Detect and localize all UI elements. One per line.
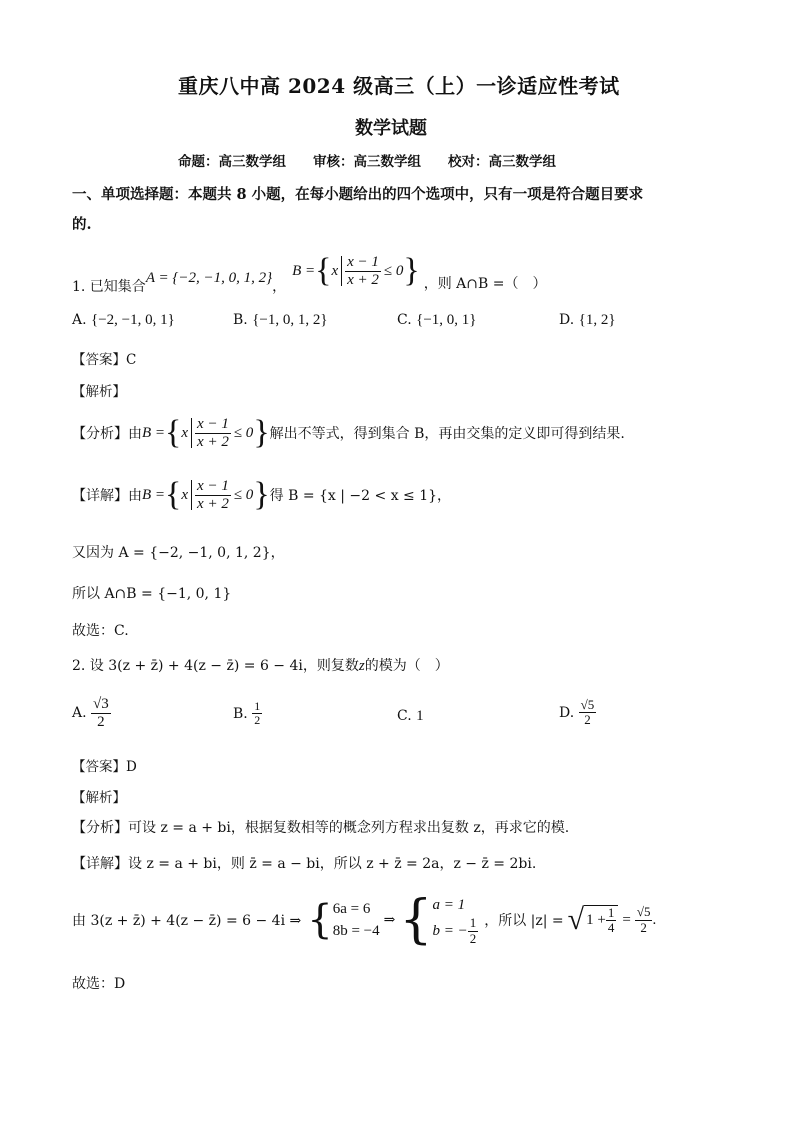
- q1-set-b-lhs: B =: [292, 262, 316, 279]
- q2-xiangjie: 【详解】设 z = a + bi，则 z̄ = a − bi，所以 z + z̄ = 2a，z − z̄ = 2bi.: [72, 856, 537, 872]
- q1-fenxi: 【分析】 由 B = { x $\frac{x - 1}{x + 2}$ ≤ 0 } 解出不等式，得到集合 B，再由交集的定义即可得到结果.: [72, 414, 625, 451]
- right-brace-icon: }: [403, 252, 420, 289]
- q2-analysis-label: 【解析】: [72, 790, 126, 806]
- q1-line-a: 又因为 A = {−2, −1, 0, 1, 2}，: [72, 545, 285, 561]
- system-brace-icon: {: [307, 897, 333, 943]
- sqrt-icon: √: [567, 903, 585, 936]
- q1-answer: 【答案】C: [72, 352, 137, 368]
- q1-comma: ，: [272, 279, 287, 295]
- q2-system-2: a = 1 b = − $\frac{1}{2}$: [432, 896, 477, 946]
- exam-title: 重庆八中高 2024 级高三（上）一诊适应性考试: [178, 74, 620, 98]
- q2-fenxi: 【分析】可设 z = a + bi，根据复数相等的概念列方程求出复数 z，再求它的模.: [72, 820, 570, 836]
- q1-option-d: D. {1, 2}: [559, 312, 616, 328]
- q1-line-b: 所以 A∩B = {−1, 0, 1}: [72, 586, 232, 602]
- q2-derivation: 由 3(z + z̄) + 4(z − z̄) = 6 − 4i ⇒ { 6a = 6 8b = −4 ⇒ { a = 1 b = − $\frac{1}{2}$ ，所以 |z| = √ 1 + $\frac{1}{4}$ = $\frac{√5}{2}$ .: [72, 890, 657, 950]
- system-brace-icon: {: [399, 890, 433, 950]
- bar-divider: [341, 256, 342, 286]
- q1-set-b: B = { x $\frac{x - 1}{x + 2}$ ≤ 0 }: [292, 252, 420, 289]
- q2-stem: 2. 设 3(z + z̄) + 4(z − z̄) = 6 − 4i，则复数z的模为（ ）: [72, 658, 449, 674]
- q1-option-a: A. {−2, −1, 0, 1}: [72, 312, 175, 328]
- q2-option-b: B. $\frac{1}{2}$: [233, 699, 261, 728]
- q1-xiangjie: 【详解】 由 B = { x $\frac{x - 1}{x + 2}$ ≤ 0 } 得 B = {x | −2 < x ≤ 1}，: [72, 476, 452, 513]
- section-heading: 一、单项选择题：本题共 8 小题，在每小题给出的四个选项中，只有一项是符合题目要求: [72, 186, 644, 203]
- exam-meta: 命题：高三数学组 审核：高三数学组 校对：高三数学组: [178, 154, 556, 170]
- exam-subtitle: 数学试题: [355, 118, 427, 139]
- q1-stem: [72, 246, 546, 296]
- q2-system-1: 6a = 6 8b = −4: [332, 900, 380, 939]
- q1-option-c: C. {−1, 0, 1}: [397, 312, 477, 328]
- q1-analysis-label: 【解析】: [72, 384, 126, 400]
- q1-option-b: B. {−1, 0, 1, 2}: [233, 312, 328, 328]
- left-brace-icon: {: [315, 252, 332, 289]
- section-heading-cont: 的.: [72, 216, 92, 233]
- q2-conclusion: 故选：D: [72, 976, 126, 992]
- q2-option-d: D. $\frac{√5}{2}$: [559, 697, 595, 728]
- q1-conclusion: 故选：C.: [72, 623, 129, 639]
- q1-set-a: A = {−2, −1, 0, 1, 2}: [145, 269, 273, 286]
- q2-option-a: A. $\frac{√3}{2}$: [72, 696, 109, 730]
- q1-prefix: 1. 已知集合: [72, 279, 146, 295]
- q2-modulus: √ 1 + $\frac{1}{4}$ = $\frac{√5}{2}$ .: [567, 903, 657, 936]
- q1-tail: ，则 A∩B =（ ）: [423, 276, 547, 292]
- q1-set-b-fraction: $\frac{x - 1}{x + 2}$: [347, 254, 379, 288]
- q2-answer: 【答案】D: [72, 759, 137, 775]
- q2-option-c: C. 1: [397, 708, 424, 724]
